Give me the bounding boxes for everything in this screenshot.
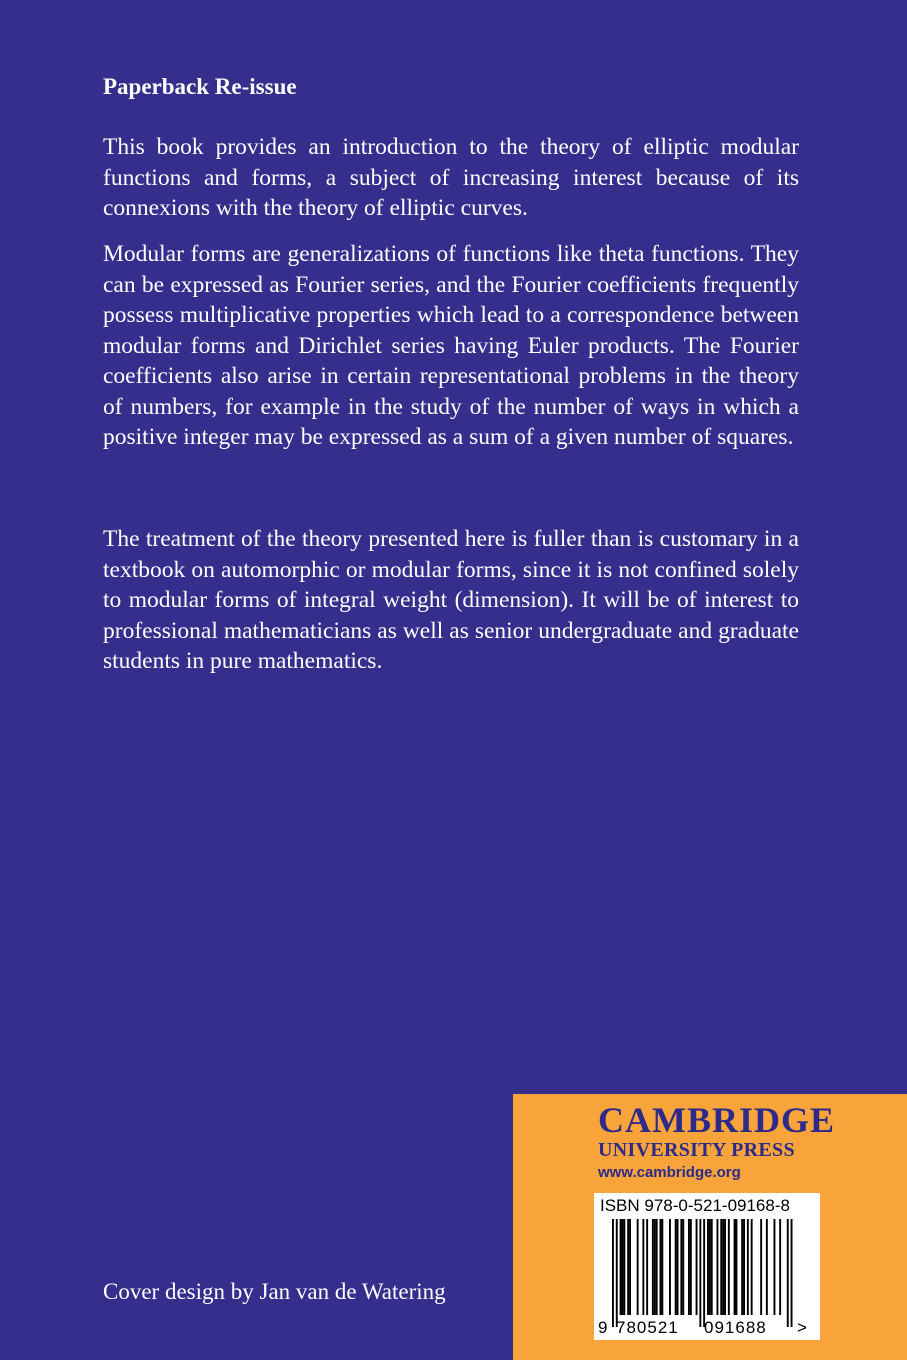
- barcode-bar: [747, 1219, 749, 1315]
- barcode-bar: [717, 1219, 719, 1315]
- barcode-bar: [620, 1219, 622, 1315]
- barcode-bar: [656, 1219, 658, 1315]
- barcode-bar: [637, 1219, 639, 1315]
- heading: Paperback Re-issue: [103, 74, 297, 99]
- barcode-bar: [623, 1219, 625, 1315]
- barcode-quiet-zone-mark: >: [797, 1318, 807, 1337]
- isbn-label: ISBN 978-0-521-09168-8: [600, 1196, 790, 1215]
- barcode-bar: [677, 1219, 679, 1315]
- barcode-bar: [654, 1219, 656, 1315]
- barcode-bar: [688, 1219, 690, 1315]
- publisher-subtitle: UNIVERSITY PRESS: [598, 1139, 795, 1161]
- barcode-bar: [743, 1219, 745, 1315]
- barcode-bar: [707, 1219, 709, 1315]
- barcode-bar: [612, 1219, 614, 1327]
- barcode-digit-first: 9: [598, 1318, 608, 1337]
- description-paragraph-3: The treatment of the theory presented here is fuller than is customary in a textbook on automorphic or modular forms, since it is not confined solely to modular forms of integral weight (dimension). It will be of interest to professional mathematicians as well as senior undergraduate and graduate students in pure mathematics.: [103, 526, 799, 674]
- barcode-bar: [629, 1219, 631, 1315]
- barcode-bar: [774, 1219, 776, 1315]
- barcode-bar: [751, 1219, 753, 1315]
- barcode-bar: [787, 1219, 789, 1327]
- barcode-bar: [728, 1219, 730, 1315]
- barcode-digits-right: 091688: [704, 1318, 767, 1337]
- barcode-bar: [699, 1219, 701, 1327]
- description-paragraph-1: This book provides an introduction to the theory of elliptic modular functions and forms, a subject of increasing interest because of its connexions with the theory of elliptic curves.: [103, 134, 799, 221]
- barcode-bar: [622, 1219, 624, 1315]
- cover-design-credit: Cover design by Jan van de Watering: [103, 1279, 446, 1304]
- barcode-bar: [690, 1219, 692, 1315]
- barcode-bar: [696, 1219, 698, 1315]
- barcode-bar: [660, 1219, 662, 1315]
- publisher-url: www.cambridge.org: [598, 1164, 741, 1181]
- barcode-bar: [791, 1219, 793, 1327]
- barcode-bar: [652, 1219, 654, 1315]
- barcode-bar: [627, 1219, 629, 1315]
- barcode-bar: [734, 1219, 736, 1315]
- barcode-icon: [594, 1193, 820, 1340]
- barcode-bar: [720, 1219, 722, 1315]
- barcode-bar: [711, 1219, 713, 1315]
- barcode-bar: [722, 1219, 724, 1315]
- barcode-bar: [779, 1219, 781, 1315]
- publisher-name: CAMBRIDGE: [598, 1100, 836, 1140]
- barcode-bar: [642, 1219, 644, 1315]
- barcode-bar: [661, 1219, 663, 1315]
- barcode-bar: [703, 1219, 705, 1327]
- barcode-panel: [594, 1193, 820, 1340]
- barcode-bar: [741, 1219, 743, 1315]
- barcode-bar: [724, 1219, 726, 1315]
- barcode-bar: [766, 1219, 768, 1315]
- barcode-digits-left: 780521: [616, 1318, 679, 1337]
- publisher-box: [513, 1094, 907, 1360]
- barcode-bar: [616, 1219, 618, 1327]
- barcode-bar: [680, 1219, 682, 1315]
- barcode-bar: [760, 1219, 762, 1315]
- description-paragraph-2: Modular forms are generalizations of functions like theta functions. They can be expressed as Fourier series, and the Fourier coefficients frequently possess multiplicative properties which lead to a correspondence between modular forms and Dirichlet series having Euler products. The Fourier coefficients also arise in certain representational problems in the theory of numbers, for example in the study of the number of ways in which a positive integer may be expressed as a sum of a given number of squares.: [103, 241, 799, 450]
- barcode-bar: [646, 1219, 648, 1315]
- barcode-bar: [736, 1219, 738, 1315]
- barcode-bar: [682, 1219, 684, 1315]
- barcode-bar: [669, 1219, 671, 1315]
- barcode-bar: [675, 1219, 677, 1315]
- barcode-bar: [709, 1219, 711, 1315]
